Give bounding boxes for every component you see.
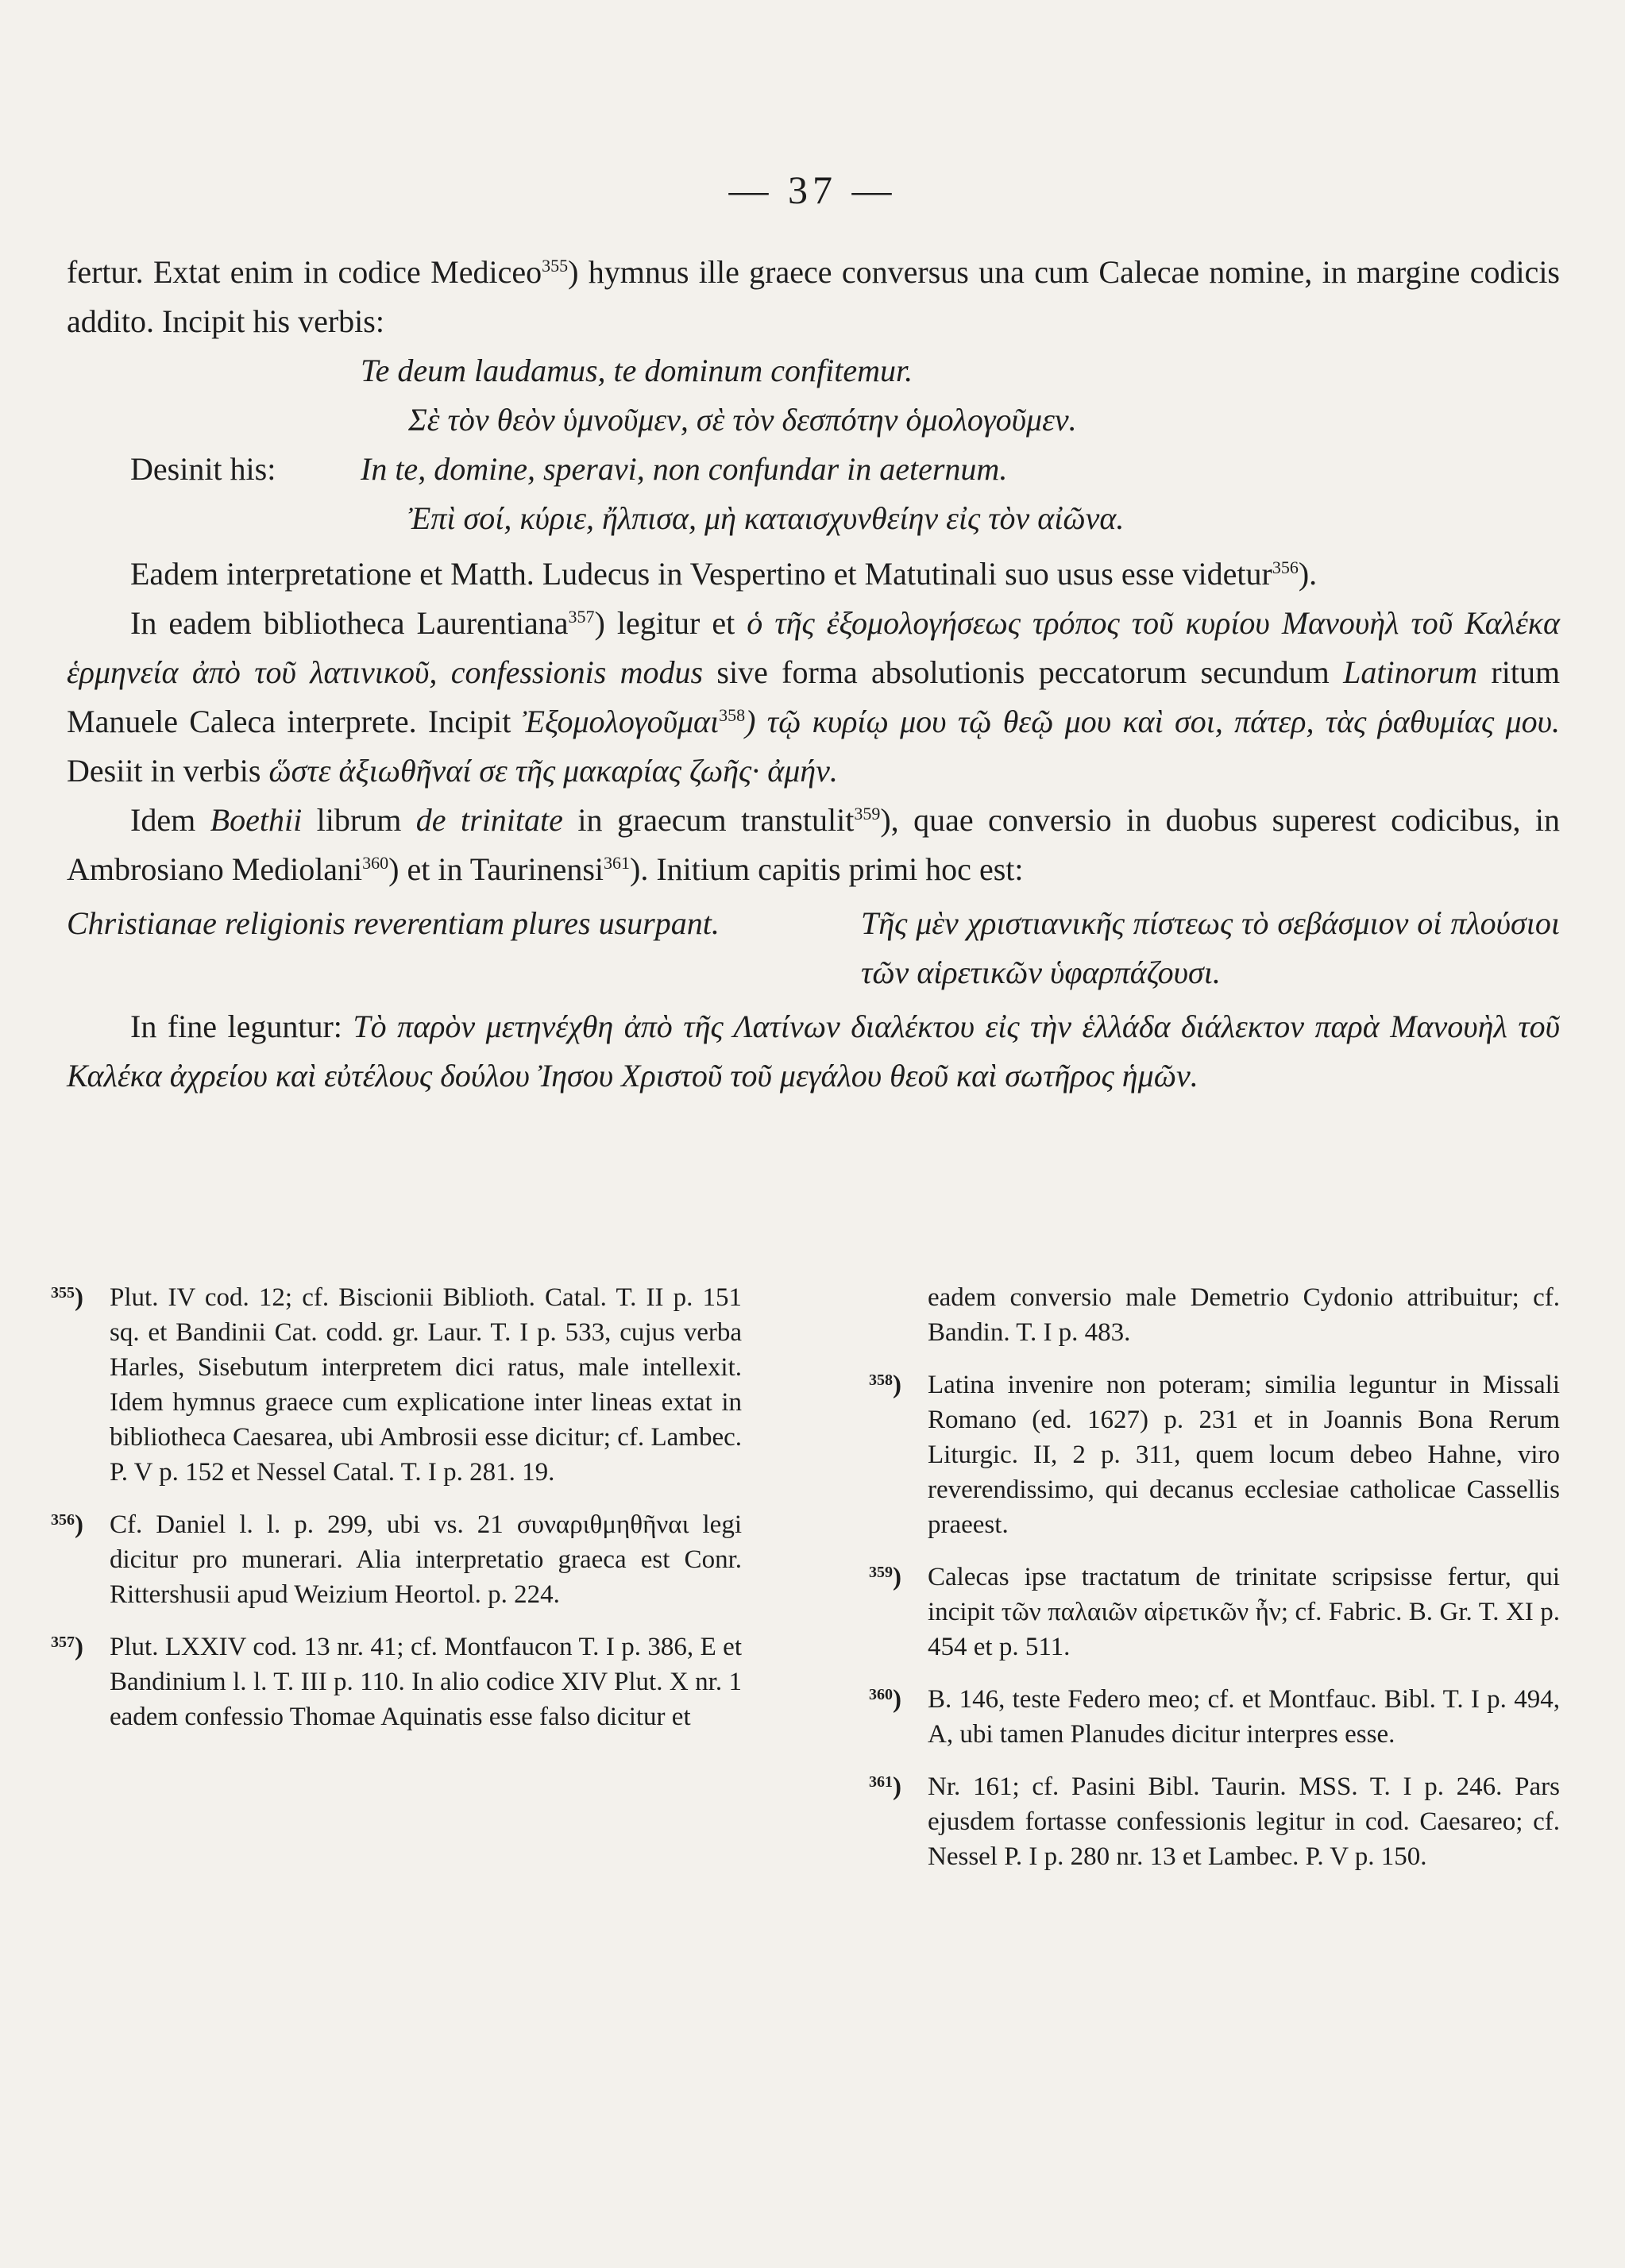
greek-column: Τῆς μὲν χριστιανικῆς πίστεως τὸ σεβάσμιον οἱ πλούσιοι τῶν αἱρετικῶν ὑφαρπάζουσι. xyxy=(861,905,1560,990)
main-text xyxy=(67,248,1560,1101)
footnote-ref: 357 xyxy=(568,607,595,627)
page-number: — 37 — xyxy=(728,168,897,212)
footnote-ref: 358 xyxy=(719,705,746,725)
latin-column: Christianae religionis reverentiam plures usurpant. xyxy=(67,905,720,941)
footnote: $^{361}$) Nr. 161; cf. Pasini Bibl. Taurin. MSS. T. I p. 246. Pars ejusdem fortasse confessionis legitur in cod. Caesareo; cf. Nessel P. I p. 280 nr. 13 et Lambec. P. V p. 150. xyxy=(869,1772,1560,1871)
footnotes xyxy=(51,1280,1560,1892)
latin-quote: In te, domine, speravi, non confundar in aeternum. xyxy=(361,451,1008,487)
footnotes-left xyxy=(51,1280,742,1892)
footnote: $^{357}$) Plut. LXXIV cod. 13 nr. 41; cf. Montfaucon T. I p. 386, E et Bandinium l. l. T. III p. 110. In alio codice XIV Plut. X nr. 1 eadem confessio Thomae Aquinatis esse falso dicitur et xyxy=(51,1633,742,1731)
footnotes-right xyxy=(869,1280,1560,1892)
footnote-ref: 360 xyxy=(362,853,389,873)
parallel-text xyxy=(67,899,1560,997)
paragraph: Eadem interpretatione et Matth. Ludecus in Vespertino et Matutinali suo usus esse videtur$^{356}$). xyxy=(130,556,1318,592)
greek-quote: Ἐπὶ σοί, κύριε, ἤλπισα, μὴ καταισχυνθείην εἰς τὸν αἰῶνα. xyxy=(408,500,1125,536)
footnote: $^{355}$) Plut. IV cod. 12; cf. Biscionii Biblioth. Catal. T. II p. 151 sq. et Bandinii Cat. codd. gr. Laur. T. I p. 533, cujus verba Harles, Sisebutum interpretem dici ratus, male intellexit. Idem hymnus graece cum explicatione inter lineas extat in bibliotheca Caesarea, ubi Ambrosii esse dicitur; cf. Lambec. P. V p. 152 et Nessel Catal. T. I p. 281. 19. xyxy=(51,1283,742,1487)
footnote: $^{358}$) Latina invenire non poteram; similia leguntur in Missali Romano (ed. 1627) p. 231 et in Joannis Bona Rerum Liturgic. II, 2 p. 311, quem locum debeo Hahne, viro reverendissimo, qui decanus ecclesiae catholicae Cassellis praeest. xyxy=(869,1371,1560,1539)
paragraph: fertur. Extat enim in codice Mediceo$^{355}$) hymnus ille graece conversus una cum Calecae nomine, in margine codicis addito. Incipit his verbis: xyxy=(67,254,1560,339)
footnote-ref: 359 xyxy=(854,804,881,824)
desinit-block xyxy=(67,445,1560,543)
footnote: eadem conversio male Demetrio Cydonio attribuitur; cf. Bandin. T. I p. 483. xyxy=(928,1283,1560,1347)
paragraph: In fine leguntur: Τὸ παρὸν μετηνέχθη ἀπὸ τῆς Λατίνων διαλέκτου εἰς τὴν ἑλλάδα διάλεκτον παρὰ Μανουὴλ τοῦ Καλέκα ἀχρείου καὶ εὐτέλους δούλου Ἰησου Χριστοῦ τοῦ μεγάλου θεοῦ καὶ σωτῆρος ἡμῶν. xyxy=(67,1009,1561,1094)
footnote-ref: 361 xyxy=(604,853,631,873)
footnote: $^{356}$) Cf. Daniel l. l. p. 299, ubi vs. 21 συναριθμηθῆναι legi dicitur pro munerari. Alia interpretatio graeca est Conr. Rittershusii apud Weizium Heortol. p. 224. xyxy=(51,1510,742,1609)
paragraph: Idem Boethii librum de trinitate in graecum transtulit$^{359}$), quae conversio in duobus superest codicibus, in Ambrosiano Mediolani$^{360}$) et in Taurinensi$^{361}$). Initium capitis primi hoc est: xyxy=(67,802,1561,887)
footnote-ref: 355 xyxy=(542,256,569,276)
greek-quote: Σὲ τὸν θεὸν ὑμνοῦμεν, σὲ τὸν δεσπότην ὁμολογοῦμεν. xyxy=(408,402,1077,438)
footnote: $^{360}$) B. 146, teste Federo meo; cf. et Montfauc. Bibl. T. I p. 494, A, ubi tamen Planudes dicitur interpres esse. xyxy=(869,1685,1560,1749)
latin-quote: Te deum laudamus, te dominum confitemur. xyxy=(361,353,913,388)
footnote: $^{359}$) Calecas ipse tractatum de trinitate scripsisse fertur, qui incipit τῶν παλαιῶν αἱρετικῶν ἦν; cf. Fabric. B. Gr. T. XI p. 454 et p. 511. xyxy=(869,1563,1560,1661)
desinit-label: Desinit his: xyxy=(130,451,276,487)
footnote-ref: 356 xyxy=(1272,557,1299,577)
paragraph: In eadem bibliotheca Laurentiana$^{357}$) legitur et ὁ τῆς ἐξομολογήσεως τρόπος τοῦ κυρίου Μανουὴλ τοῦ Καλέκα ἑρμηνεία ἀπὸ τοῦ λατινικοῦ, confessionis modus sive forma absolutionis peccatorum secundum Latinorum ritum Manuele Caleca interprete. Incipit Ἐξομολογοῦμαι$^{358}$) τῷ κυρίῳ μου τῷ θεῷ μου καὶ σοι, πάτερ, τὰς ῥαθυμίας μου. Desiit in verbis ὥστε ἀξιωθῆναί σε τῆς μακαρίας ζωῆς· ἀμήν. xyxy=(67,605,1561,789)
